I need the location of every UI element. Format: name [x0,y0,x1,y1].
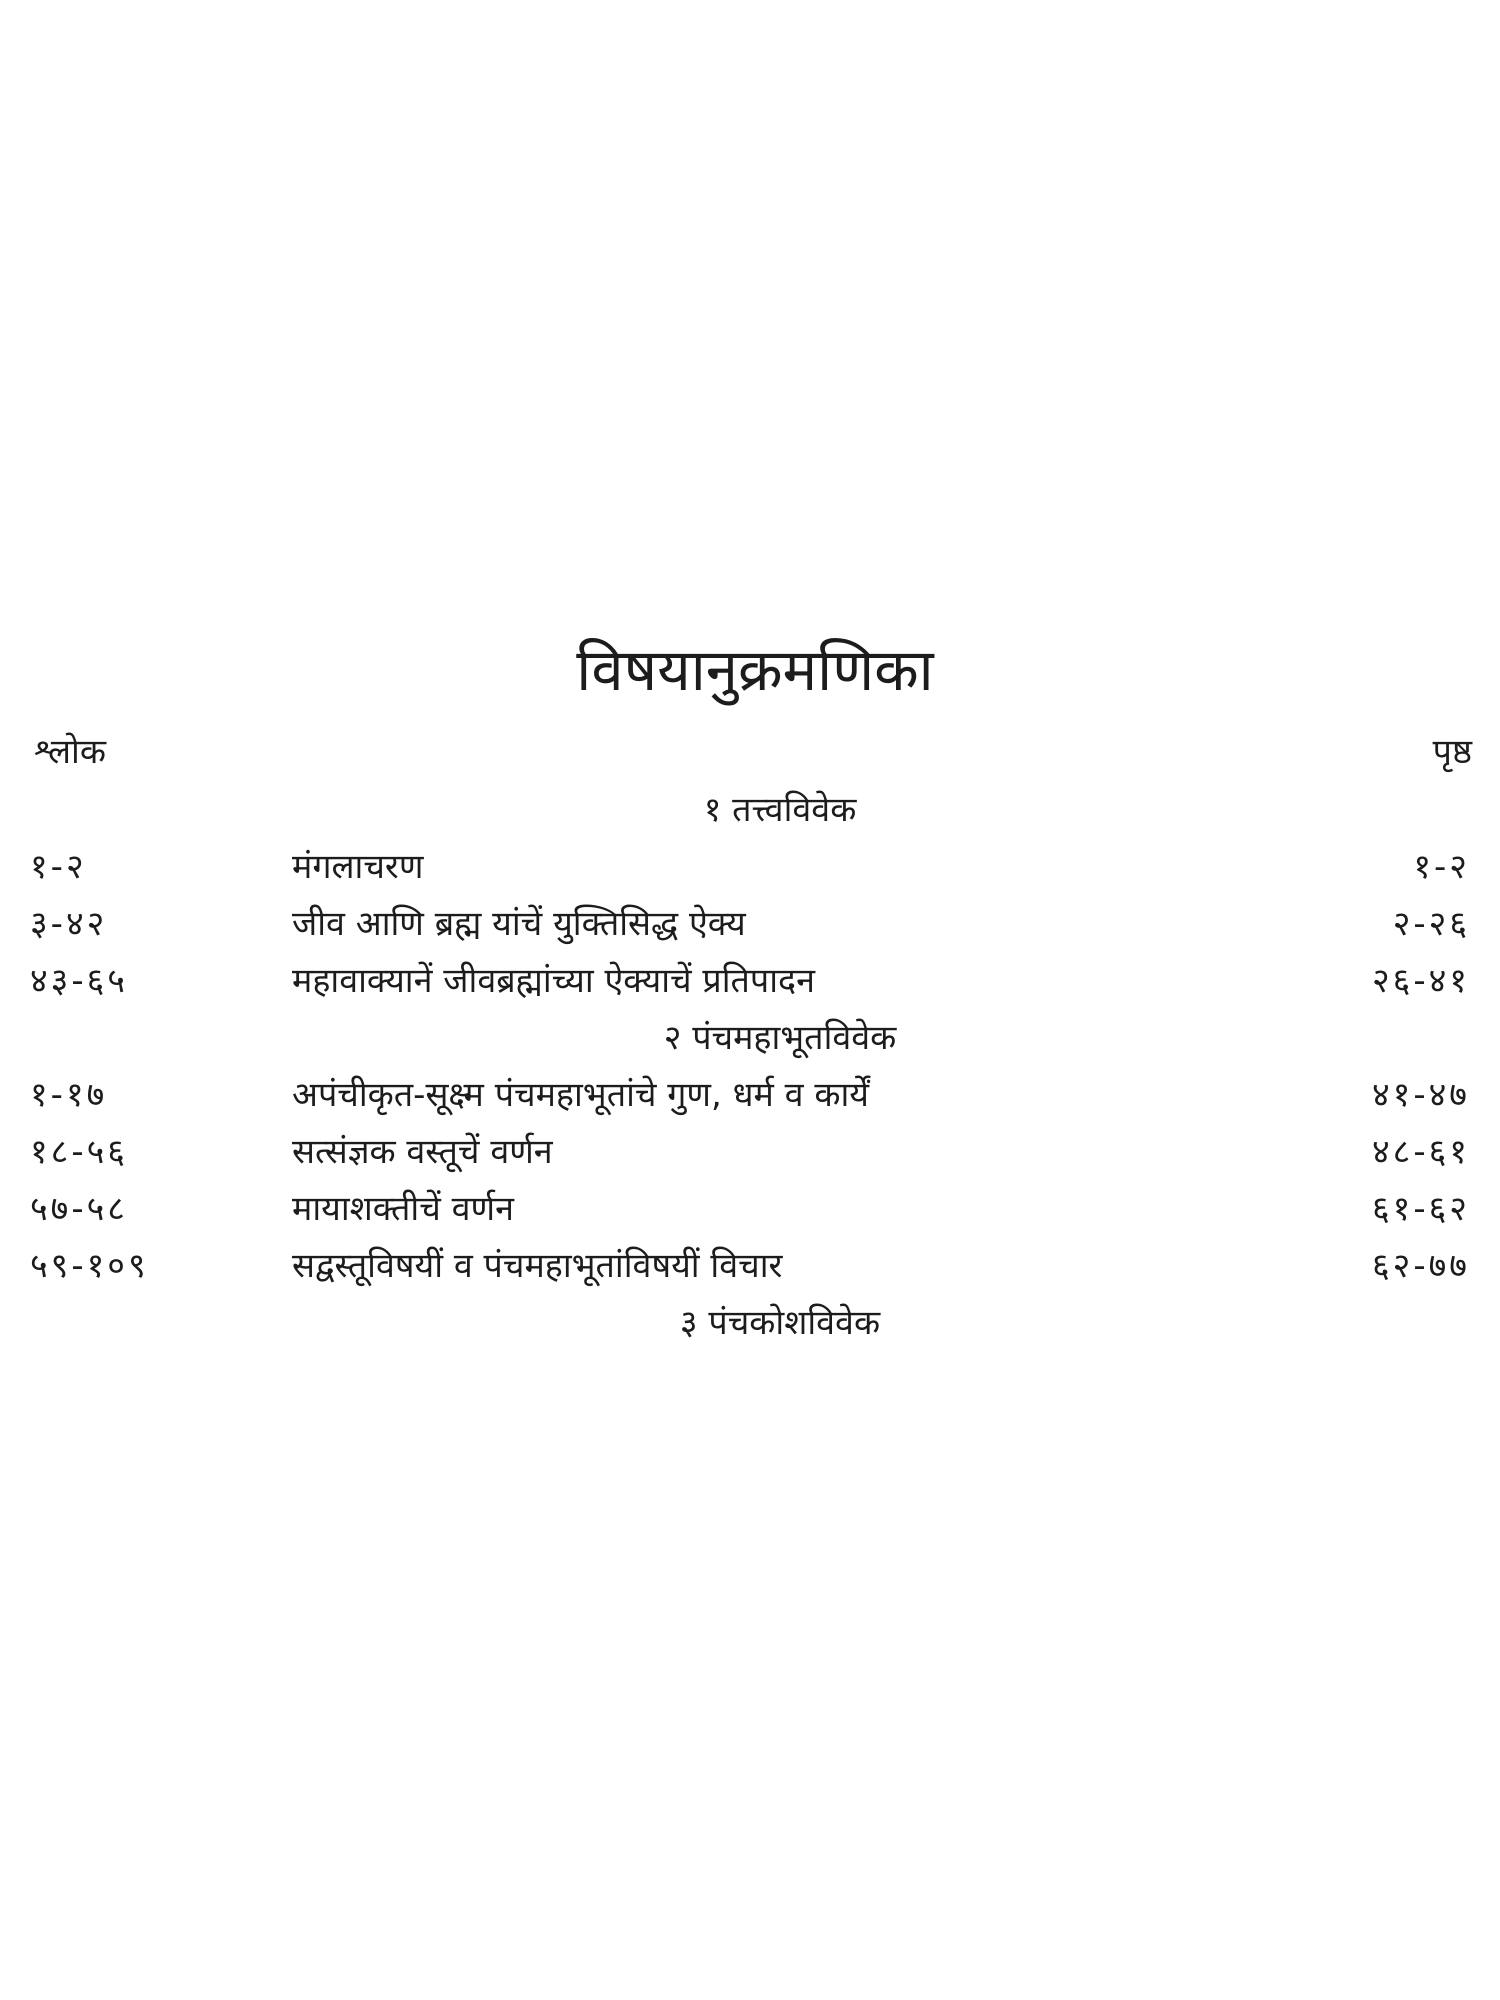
shlok-range: ४३-६५ [30,961,128,1001]
topic-title: सत्संज्ञक वस्तूचें वर्णन [292,1132,553,1172]
section-heading: ३ पंचकोशविवेक [679,1303,881,1343]
page-range: २-२६ [1392,904,1470,944]
toc-entry [0,953,1500,1010]
page-title: विषयानुक्रमणिका [576,636,934,704]
shlok-range: ५९-१०९ [30,1246,149,1286]
page-range: ६१-६२ [1372,1189,1470,1229]
shlok-column-header: श्लोक [34,732,106,772]
section-heading: १ तत्त्वविवेक [703,790,857,830]
topic-title: जीव आणि ब्रह्म यांचें युक्तिसिद्ध ऐक्य [292,904,746,944]
page-range: ६२-७७ [1372,1246,1470,1286]
shlok-range: ५७-५८ [30,1189,128,1229]
toc-entry [0,1238,1500,1295]
page-range: १-२ [1413,847,1470,887]
page-column-header: पृष्ठ [1432,732,1472,772]
toc-entry [0,1181,1500,1238]
section-heading: २ पंचमहाभूतविवेक [663,1018,897,1058]
topic-title: महावाक्यानें जीवब्रह्मांच्या ऐक्याचें प्रतिपादन [292,961,815,1001]
toc-entry [0,839,1500,896]
toc-entry [0,896,1500,953]
shlok-range: १-२ [30,847,87,887]
page-range: ४१-४७ [1372,1075,1470,1115]
topic-title: मंगलाचरण [292,847,424,887]
shlok-range: १८-५६ [30,1132,128,1172]
toc-entry [0,1067,1500,1124]
shlok-range: ३-४२ [30,904,108,944]
shlok-range: १-१७ [30,1075,108,1115]
page-range: ४८-६१ [1372,1132,1470,1172]
topic-title: मायाशक्तीचें वर्णन [292,1189,514,1229]
topic-title: सद्वस्तूविषयीं व पंचमहाभूतांविषयीं विचार [292,1246,783,1286]
table-of-contents [0,782,1500,1352]
page-range: २६-४१ [1372,961,1470,1001]
topic-title: अपंचीकृत-सूक्ष्म पंचमहाभूतांचे गुण, धर्म व कार्यें [292,1075,870,1115]
toc-entry [0,1124,1500,1181]
